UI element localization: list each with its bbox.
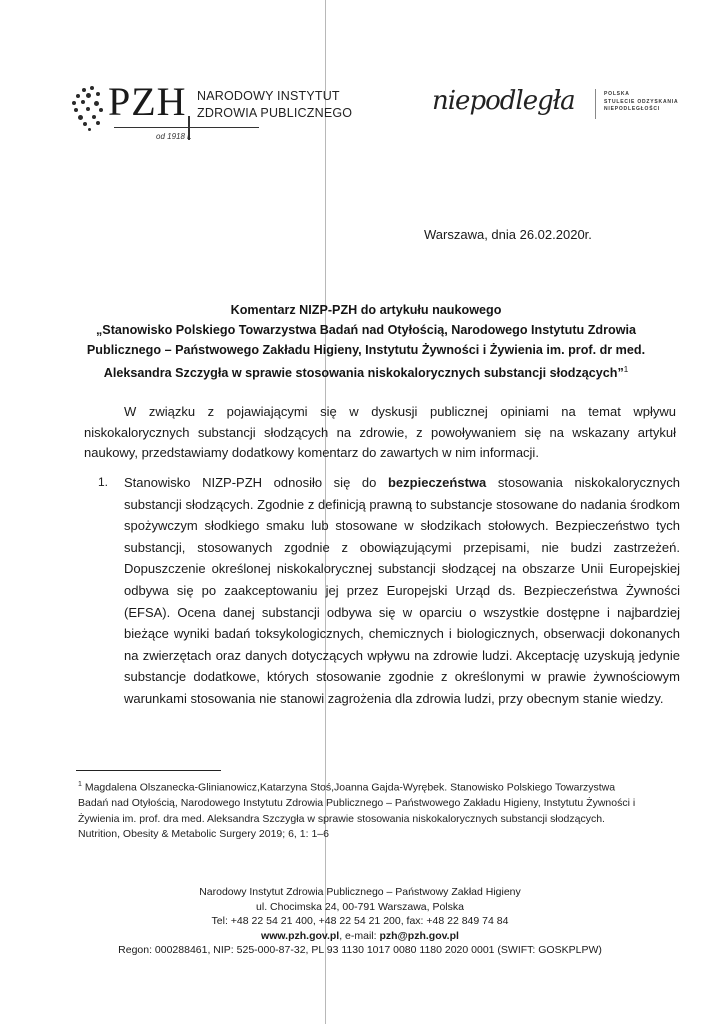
footer-phone: Tel: +48 22 54 21 400, +48 22 54 21 200, fax: +48 22 849 74 84 [211,915,509,927]
email-label: , e-mail: [339,929,380,942]
website-link[interactable]: www.pzh.gov.pl [261,929,340,942]
footnote-text: Magdalena Olszanecka-Glinianowicz,Katarzyna Stoś,Joanna Gajda-Wyrębek. Stanowisko Polskiego Towarzystwa Badań nad Otyłością, Narodowego Instytutu Zdrowia Publicznego – Państwowego Zakładu Higieny, Instytutu Żywności i Żywienia im. prof. dra med. Aleksandra Szczygła w sprawie stosowania niskokalorycznych substancji słodzących. Nutrition, Obesity & Metabolic Surgery 2019; 6, 1: 1–6 [78,781,636,840]
logo-rule [114,127,259,128]
document-date: Warszawa, dnia 26.02.2020r. [424,227,592,242]
list-item-text [124,472,680,710]
caption-line3: NIEPODLEGŁOŚCI [604,106,660,112]
logo-since: od 1918 r. [156,132,192,141]
footer-contact [90,929,630,944]
title-subject [60,320,672,383]
footnote-ref: 1 [623,365,629,374]
niepodlegla-logo [432,86,692,126]
niepodlegla-script: niepodległa [432,86,575,116]
emphasis-text: bezpieczeństwa [387,475,487,490]
title-line1: Komentarz NIZP-PZH do artykułu naukowego [230,303,502,317]
document-title [60,300,672,383]
footnote-number: 1 [78,781,82,788]
institute-name-line2: ZDROWIA PUBLICZNEGO [197,106,353,120]
text-segment: stosowania niskokalorycznych substancji słodzących. Zgodnie z definicją prawną to substancje stosowane do nadania środkom spożywczym słodkiego smaku lub stosowane w słodzikach stołowych. Bezpieczeństwo tych substancji, stosowanych zgodnie z obowiązującymi przepisami, nie budzi zastrzeżeń. Dopuszczenie określonej niskokalorycznej substancji słodzącej na obszarze Unii Europejskiej odbywa się po zaakceptowaniu jej przez Europejski Urząd ds. Bezpieczeństwa Żywności (EFSA). Ocena danej substancji odbywa się w oparciu o wszystkie dostępne i najbardziej bieżące wyniki badań toksykologicznych, chemicznych i biologicznych, obserwacji dokonanych na zwierzętach oraz danych dotyczących wpływu na zdrowie ludzi. Akceptację uzyskują jedynie substancje dodatkowe, których stosowanie zgodnie z określonymi w prawie żywnościowym warunkami stosowania nie stanowi zagrożenia dla zdrowia ludzi, przy obecnym stanie wiedzy. [124,475,680,706]
logo-divider [595,89,596,119]
footer-address: ul. Chocimska 24, 00-791 Warszawa, Polska [256,900,464,913]
intro-paragraph [84,402,676,464]
pzh-wordmark: PZH [108,79,187,124]
institute-name [197,88,352,122]
caption-line1: POLSKA [604,91,630,97]
intro-text: W związku z pojawiającymi się w dyskusji publicznej opiniami na temat wpływu niskokalorycznych substancji słodzących na zdrowie, z powoływaniem się na wskazany artykuł naukowy, przedstawiamy dodatkowy komentarz do zawartych w nim informacji. [84,404,676,460]
footer-registration: Regon: 000288461, NIP: 525-000-87-32, PL 93 1130 1017 0080 1180 2020 0001 (SWIFT: GOSKPLPW) [118,944,602,956]
footnote [78,777,638,843]
pzh-logo [72,79,353,146]
niepodlegla-caption [604,91,678,114]
title-article-name: „Stanowisko Polskiego Towarzystwa Badań nad Otyłością, Narodowego Instytutu Zdrowia Publicznego – Państwowego Zakładu Higieny, Instytutu Żywności i Żywienia im. prof. dr med. Aleksandra Szczygła w sprawie stosowania niskokalorycznych substancji słodzących” [86,323,646,381]
list-item [98,472,680,710]
text-segment: Stanowisko NIZP-PZH odnosiło się do [124,475,388,490]
institute-name-line1: NARODOWY INSTYTUT [197,89,340,103]
caption-line2: STULECIE ODZYSKANIA [604,98,679,105]
footer-institute: Narodowy Instytut Zdrowia Publicznego – Państwowy Zakład Higieny [199,886,521,898]
list-item-number: 1. [98,475,109,489]
dna-dots-icon [72,86,106,132]
email-link[interactable]: pzh@pzh.gov.pl [379,929,459,942]
footnote-separator [76,770,221,771]
letterhead-footer [90,885,630,958]
